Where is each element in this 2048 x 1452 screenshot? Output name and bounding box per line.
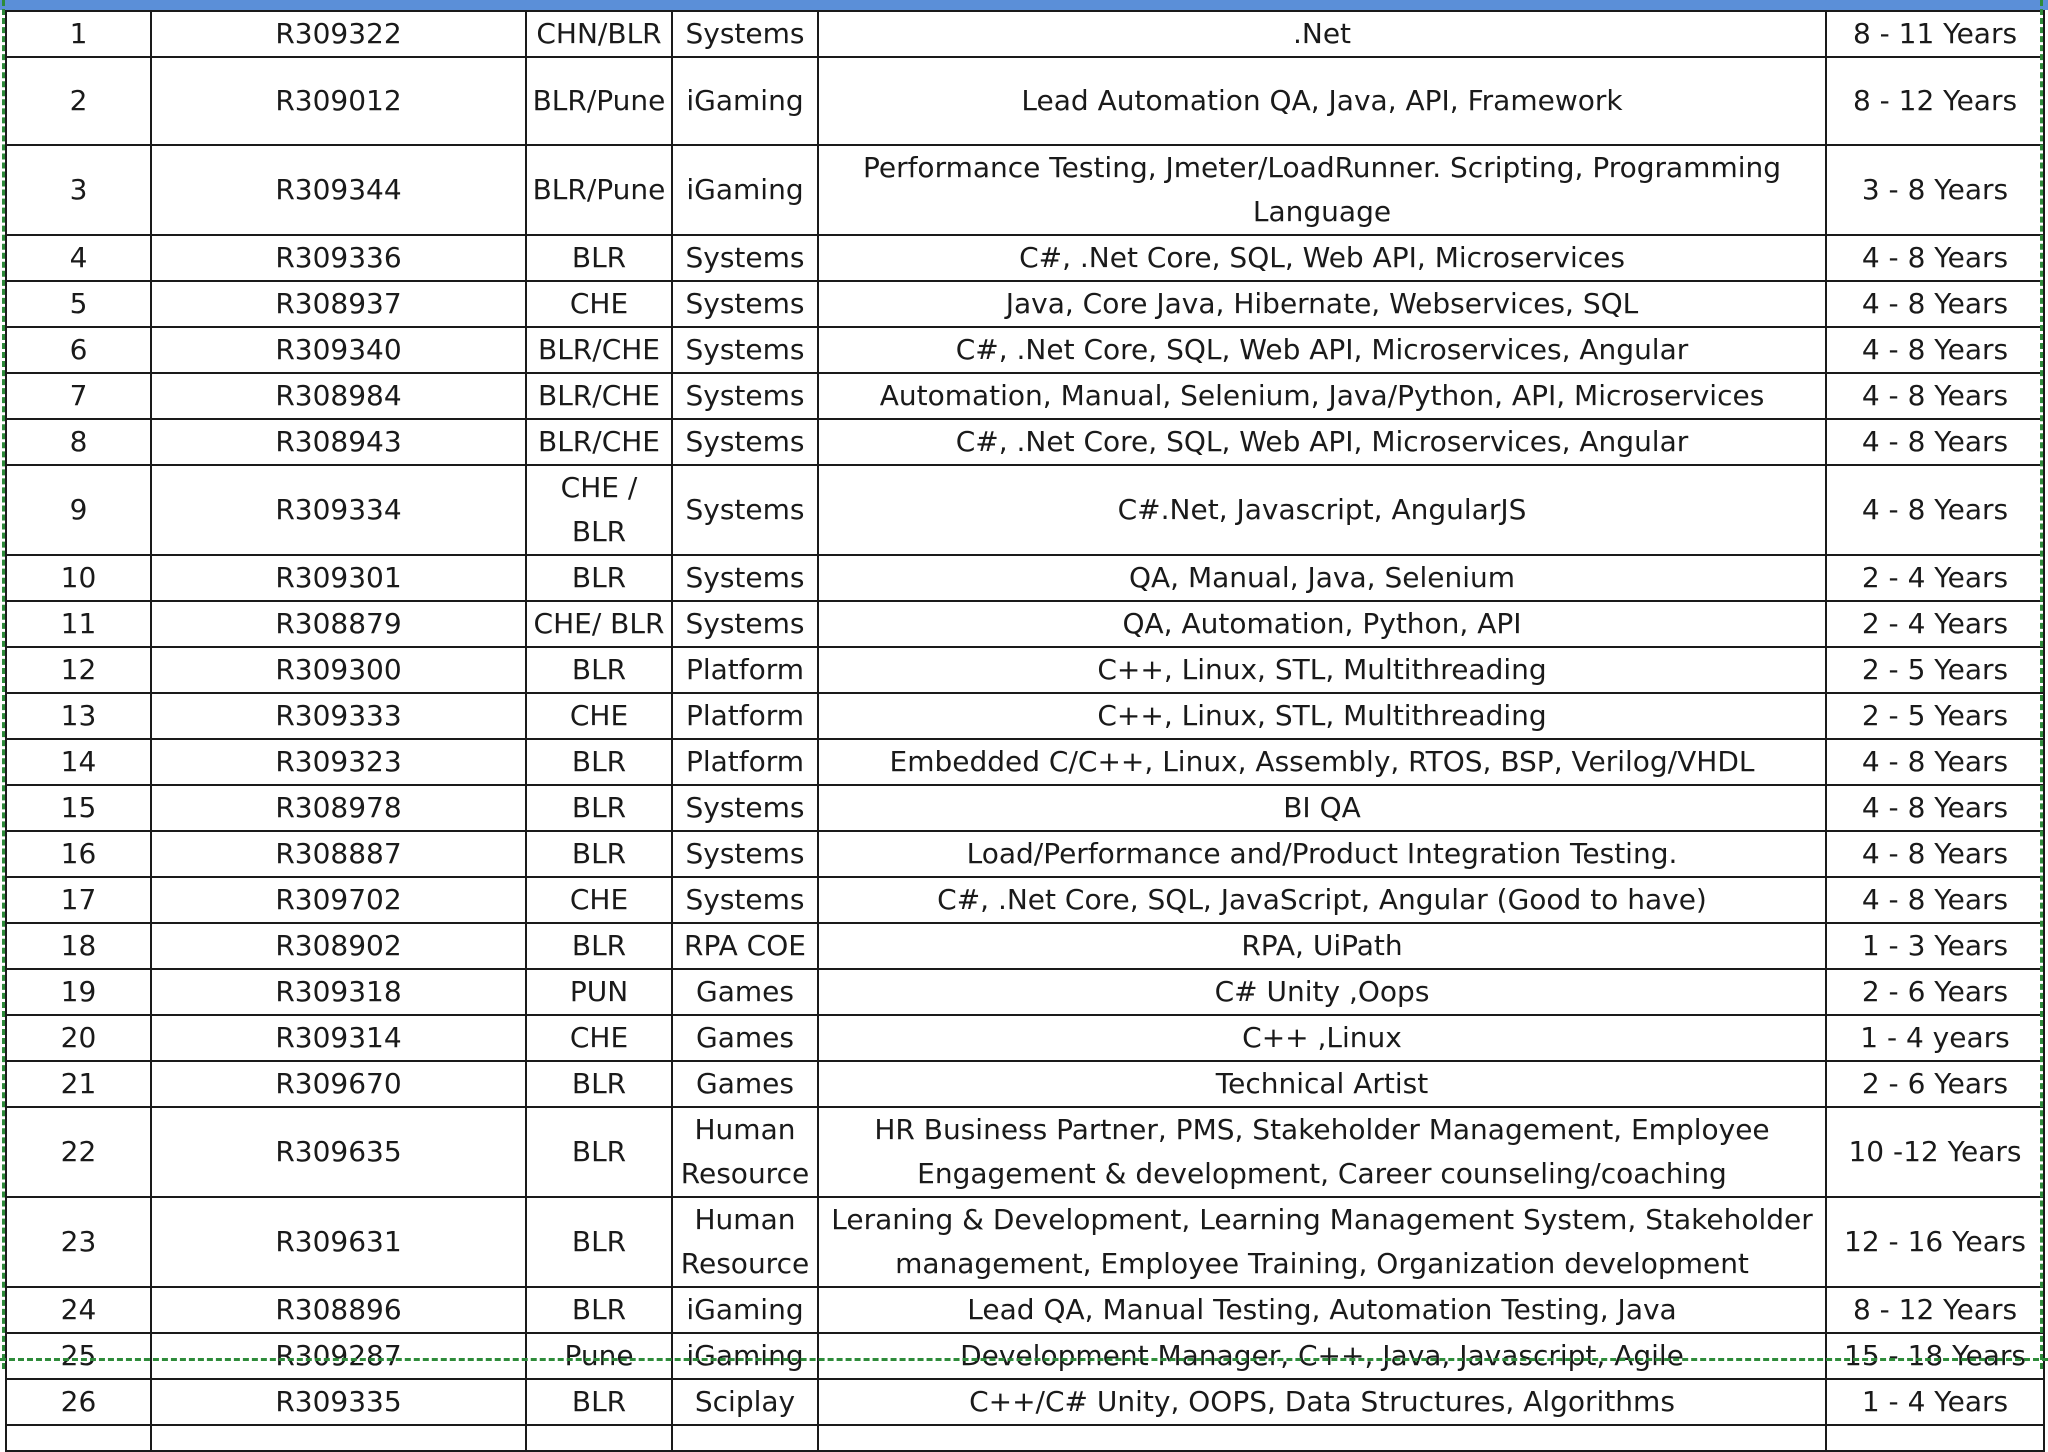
cell-skills[interactable]: C#, .Net Core, SQL, Web API, Microservices — [818, 235, 1826, 281]
cell-experience[interactable]: 4 - 8 Years — [1826, 831, 2044, 877]
cell-serial-number[interactable]: 5 — [6, 281, 151, 327]
cell-department[interactable]: Sciplay — [672, 1379, 818, 1425]
cell-location[interactable]: BLR — [526, 1061, 672, 1107]
cell-requisition-id[interactable]: R308896 — [151, 1287, 526, 1333]
cell-skills[interactable]: QA, Automation, Python, API — [818, 601, 1826, 647]
cell-skills[interactable]: Development Manager, C++, Java, Javascript, Agile — [818, 1333, 1826, 1379]
cell-skills[interactable]: C++, Linux, STL, Multithreading — [818, 647, 1826, 693]
cell-location[interactable]: BLR — [526, 923, 672, 969]
cell-skills[interactable]: Lead Automation QA, Java, API, Framework — [818, 57, 1826, 145]
cell-location[interactable]: BLR — [526, 1379, 672, 1425]
cell-skills[interactable]: C++/C# Unity, OOPS, Data Structures, Algorithms — [818, 1379, 1826, 1425]
cell-skills[interactable]: HR Business Partner, PMS, Stakeholder Management, Employee Engagement & development, Career counseling/coaching — [818, 1107, 1826, 1197]
table-row — [6, 601, 2044, 647]
cell-experience[interactable]: 4 - 8 Years — [1826, 281, 2044, 327]
table-row — [6, 373, 2044, 419]
table-row — [6, 1287, 2044, 1333]
table-row — [6, 327, 2044, 373]
table-row — [6, 555, 2044, 601]
cell-experience[interactable]: 2 - 6 Years — [1826, 1061, 2044, 1107]
cell-skills[interactable]: C#, .Net Core, SQL, Web API, Microservices, Angular — [818, 327, 1826, 373]
cell-experience[interactable]: 4 - 8 Years — [1826, 327, 2044, 373]
table-row — [6, 281, 2044, 327]
table-row — [6, 877, 2044, 923]
cell-serial-number[interactable]: 4 — [6, 235, 151, 281]
cell-department[interactable]: Games — [672, 1061, 818, 1107]
cell-empty — [151, 1425, 526, 1451]
cell-serial-number[interactable]: 9 — [6, 465, 151, 555]
cell-requisition-id[interactable]: R309344 — [151, 145, 526, 235]
cell-serial-number[interactable]: 26 — [6, 1379, 151, 1425]
cell-serial-number[interactable]: 23 — [6, 1197, 151, 1287]
cell-location[interactable]: BLR/CHE — [526, 419, 672, 465]
cell-department[interactable]: Games — [672, 969, 818, 1015]
table-row — [6, 465, 2044, 555]
cell-requisition-id[interactable]: R309702 — [151, 877, 526, 923]
cell-skills[interactable]: Performance Testing, Jmeter/LoadRunner. Scripting, Programming Language — [818, 145, 1826, 235]
cell-requisition-id[interactable]: R309318 — [151, 969, 526, 1015]
cell-serial-number[interactable]: 18 — [6, 923, 151, 969]
cell-location[interactable]: CHE — [526, 281, 672, 327]
cell-serial-number[interactable]: 22 — [6, 1107, 151, 1197]
cell-requisition-id[interactable]: R309323 — [151, 739, 526, 785]
cell-experience[interactable]: 2 - 5 Years — [1826, 693, 2044, 739]
cell-experience[interactable]: 4 - 8 Years — [1826, 877, 2044, 923]
cell-experience[interactable]: 3 - 8 Years — [1826, 145, 2044, 235]
cell-department[interactable]: iGaming — [672, 57, 818, 145]
cell-experience[interactable]: 1 - 4 years — [1826, 1015, 2044, 1061]
cell-requisition-id[interactable]: R308902 — [151, 923, 526, 969]
cell-location[interactable]: CHE / BLR — [526, 465, 672, 555]
cell-location[interactable]: BLR/Pune — [526, 57, 672, 145]
cell-department[interactable]: RPA COE — [672, 923, 818, 969]
cell-requisition-id[interactable]: R309334 — [151, 465, 526, 555]
cell-skills[interactable]: Embedded C/C++, Linux, Assembly, RTOS, BSP, Verilog/VHDL — [818, 739, 1826, 785]
cell-skills[interactable]: Automation, Manual, Selenium, Java/Python, API, Microservices — [818, 373, 1826, 419]
cell-department[interactable]: Platform — [672, 647, 818, 693]
table-row — [6, 923, 2044, 969]
cell-location[interactable]: BLR — [526, 831, 672, 877]
cell-requisition-id[interactable]: R309314 — [151, 1015, 526, 1061]
table-row — [6, 1333, 2044, 1379]
cell-serial-number[interactable]: 17 — [6, 877, 151, 923]
cell-requisition-id[interactable]: R309322 — [151, 11, 526, 57]
cell-serial-number[interactable]: 11 — [6, 601, 151, 647]
cell-skills[interactable]: Technical Artist — [818, 1061, 1826, 1107]
cell-skills[interactable]: C#.Net, Javascript, AngularJS — [818, 465, 1826, 555]
cell-experience[interactable]: 2 - 6 Years — [1826, 969, 2044, 1015]
table-row — [6, 419, 2044, 465]
cell-requisition-id[interactable]: R309335 — [151, 1379, 526, 1425]
cell-skills[interactable]: C#, .Net Core, SQL, JavaScript, Angular (Good to have) — [818, 877, 1826, 923]
cell-location[interactable]: CHE — [526, 693, 672, 739]
cell-empty — [6, 1425, 151, 1451]
cell-department[interactable]: Systems — [672, 419, 818, 465]
cell-requisition-id[interactable]: R308937 — [151, 281, 526, 327]
cell-experience[interactable]: 2 - 4 Years — [1826, 601, 2044, 647]
cell-skills[interactable]: Lead QA, Manual Testing, Automation Testing, Java — [818, 1287, 1826, 1333]
cell-serial-number[interactable]: 6 — [6, 327, 151, 373]
cell-department[interactable]: Systems — [672, 785, 818, 831]
cell-department[interactable]: iGaming — [672, 1333, 818, 1379]
cell-requisition-id[interactable]: R308887 — [151, 831, 526, 877]
cell-experience[interactable]: 4 - 8 Years — [1826, 785, 2044, 831]
cell-location[interactable]: BLR — [526, 785, 672, 831]
cell-skills[interactable]: BI QA — [818, 785, 1826, 831]
cell-department[interactable]: Platform — [672, 693, 818, 739]
cell-location[interactable]: BLR — [526, 739, 672, 785]
cell-location[interactable]: PUN — [526, 969, 672, 1015]
cell-location[interactable]: BLR/Pune — [526, 145, 672, 235]
table-row-partial — [6, 1425, 2044, 1451]
cell-skills[interactable]: C# Unity ,Oops — [818, 969, 1826, 1015]
table-row — [6, 1379, 2044, 1425]
cell-department[interactable]: Systems — [672, 373, 818, 419]
cell-experience[interactable]: 4 - 8 Years — [1826, 739, 2044, 785]
cell-skills[interactable]: .Net — [818, 11, 1826, 57]
cell-requisition-id[interactable]: R309301 — [151, 555, 526, 601]
cell-skills[interactable]: Leraning & Development, Learning Management System, Stakeholder management, Employee Training, Organization development — [818, 1197, 1826, 1287]
cell-serial-number[interactable]: 10 — [6, 555, 151, 601]
table-row — [6, 785, 2044, 831]
cell-requisition-id[interactable]: R308984 — [151, 373, 526, 419]
cell-serial-number[interactable]: 12 — [6, 647, 151, 693]
cell-location[interactable]: BLR — [526, 1107, 672, 1197]
cell-skills[interactable]: C++ ,Linux — [818, 1015, 1826, 1061]
cell-location[interactable]: CHE — [526, 877, 672, 923]
cell-experience[interactable]: 2 - 5 Years — [1826, 647, 2044, 693]
table-row — [6, 831, 2044, 877]
cell-serial-number[interactable]: 21 — [6, 1061, 151, 1107]
cell-department[interactable]: Human Resource — [672, 1197, 818, 1287]
table-row — [6, 1107, 2044, 1197]
cell-requisition-id[interactable]: R309287 — [151, 1333, 526, 1379]
cell-location[interactable]: CHN/BLR — [526, 11, 672, 57]
cell-serial-number[interactable]: 13 — [6, 693, 151, 739]
cell-department[interactable]: Human Resource — [672, 1107, 818, 1197]
cell-department[interactable]: Systems — [672, 11, 818, 57]
cell-serial-number[interactable]: 1 — [6, 11, 151, 57]
cell-department[interactable]: Platform — [672, 739, 818, 785]
cell-experience[interactable]: 4 - 8 Years — [1826, 373, 2044, 419]
cell-requisition-id[interactable]: R308978 — [151, 785, 526, 831]
cell-experience[interactable]: 2 - 4 Years — [1826, 555, 2044, 601]
cell-requisition-id[interactable]: R309635 — [151, 1107, 526, 1197]
table-row — [6, 1015, 2044, 1061]
cell-location[interactable]: BLR — [526, 1287, 672, 1333]
cell-serial-number[interactable]: 25 — [6, 1333, 151, 1379]
cell-skills[interactable]: Java, Core Java, Hibernate, Webservices, SQL — [818, 281, 1826, 327]
cell-serial-number[interactable]: 20 — [6, 1015, 151, 1061]
cell-experience[interactable]: 4 - 8 Years — [1826, 419, 2044, 465]
cell-department[interactable]: Systems — [672, 831, 818, 877]
table-row — [6, 647, 2044, 693]
cell-location[interactable]: BLR/CHE — [526, 327, 672, 373]
print-area-bottom-border — [0, 1358, 2048, 1361]
cell-skills[interactable]: RPA, UiPath — [818, 923, 1826, 969]
cell-empty — [818, 1425, 1826, 1451]
cell-location[interactable]: BLR/CHE — [526, 373, 672, 419]
table-row — [6, 693, 2044, 739]
cell-location[interactable]: BLR — [526, 555, 672, 601]
cell-serial-number[interactable]: 8 — [6, 419, 151, 465]
cell-serial-number[interactable]: 3 — [6, 145, 151, 235]
cell-experience[interactable]: 4 - 8 Years — [1826, 235, 2044, 281]
table-row — [6, 145, 2044, 235]
cell-requisition-id[interactable]: R308879 — [151, 601, 526, 647]
cell-experience[interactable]: 15 - 18 Years — [1826, 1333, 2044, 1379]
cell-experience[interactable]: 10 -12 Years — [1826, 1107, 2044, 1197]
cell-experience[interactable]: 8 - 12 Years — [1826, 1287, 2044, 1333]
cell-experience[interactable]: 4 - 8 Years — [1826, 465, 2044, 555]
cell-skills[interactable]: C#, .Net Core, SQL, Web API, Microservices, Angular — [818, 419, 1826, 465]
cell-location[interactable]: BLR — [526, 1197, 672, 1287]
cell-serial-number[interactable]: 16 — [6, 831, 151, 877]
cell-serial-number[interactable]: 2 — [6, 57, 151, 145]
cell-serial-number[interactable]: 7 — [6, 373, 151, 419]
cell-experience[interactable]: 1 - 3 Years — [1826, 923, 2044, 969]
cell-department[interactable]: Games — [672, 1015, 818, 1061]
table-row — [6, 11, 2044, 57]
cell-skills[interactable]: Load/Performance and/Product Integration Testing. — [818, 831, 1826, 877]
cell-requisition-id[interactable]: R309300 — [151, 647, 526, 693]
cell-empty — [526, 1425, 672, 1451]
cell-experience[interactable]: 1 - 4 Years — [1826, 1379, 2044, 1425]
cell-empty — [672, 1425, 818, 1451]
cell-serial-number[interactable]: 19 — [6, 969, 151, 1015]
cell-experience[interactable]: 8 - 11 Years — [1826, 11, 2044, 57]
cell-empty — [1826, 1425, 2044, 1451]
header-band — [0, 0, 2048, 10]
cell-experience[interactable]: 8 - 12 Years — [1826, 57, 2044, 145]
cell-requisition-id[interactable]: R309333 — [151, 693, 526, 739]
cell-location[interactable]: BLR — [526, 235, 672, 281]
table-row — [6, 1197, 2044, 1287]
print-area-right-border — [2040, 0, 2043, 1369]
cell-serial-number[interactable]: 24 — [6, 1287, 151, 1333]
cell-department[interactable]: iGaming — [672, 145, 818, 235]
cell-department[interactable]: Systems — [672, 877, 818, 923]
table-row — [6, 235, 2044, 281]
table-row — [6, 57, 2044, 145]
cell-serial-number[interactable]: 14 — [6, 739, 151, 785]
cell-department[interactable]: Systems — [672, 465, 818, 555]
cell-department[interactable]: Systems — [672, 327, 818, 373]
cell-requisition-id[interactable]: R309631 — [151, 1197, 526, 1287]
cell-requisition-id[interactable]: R308943 — [151, 419, 526, 465]
cell-skills[interactable]: QA, Manual, Java, Selenium — [818, 555, 1826, 601]
cell-department[interactable]: Systems — [672, 601, 818, 647]
table-row — [6, 969, 2044, 1015]
table-row — [6, 1061, 2044, 1107]
cell-department[interactable]: Systems — [672, 235, 818, 281]
cell-location[interactable]: CHE — [526, 1015, 672, 1061]
cell-serial-number[interactable]: 15 — [6, 785, 151, 831]
cell-requisition-id[interactable]: R309340 — [151, 327, 526, 373]
cell-location[interactable]: CHE/ BLR — [526, 601, 672, 647]
print-area-left-border — [2, 0, 5, 1369]
jobs-table — [5, 10, 2045, 1452]
cell-experience[interactable]: 12 - 16 Years — [1826, 1197, 2044, 1287]
cell-location[interactable]: Pune — [526, 1333, 672, 1379]
cell-department[interactable]: Systems — [672, 281, 818, 327]
cell-location[interactable]: BLR — [526, 647, 672, 693]
table-row — [6, 739, 2044, 785]
cell-department[interactable]: Systems — [672, 555, 818, 601]
cell-requisition-id[interactable]: R309336 — [151, 235, 526, 281]
cell-skills[interactable]: C++, Linux, STL, Multithreading — [818, 693, 1826, 739]
cell-department[interactable]: iGaming — [672, 1287, 818, 1333]
cell-requisition-id[interactable]: R309670 — [151, 1061, 526, 1107]
cell-requisition-id[interactable]: R309012 — [151, 57, 526, 145]
